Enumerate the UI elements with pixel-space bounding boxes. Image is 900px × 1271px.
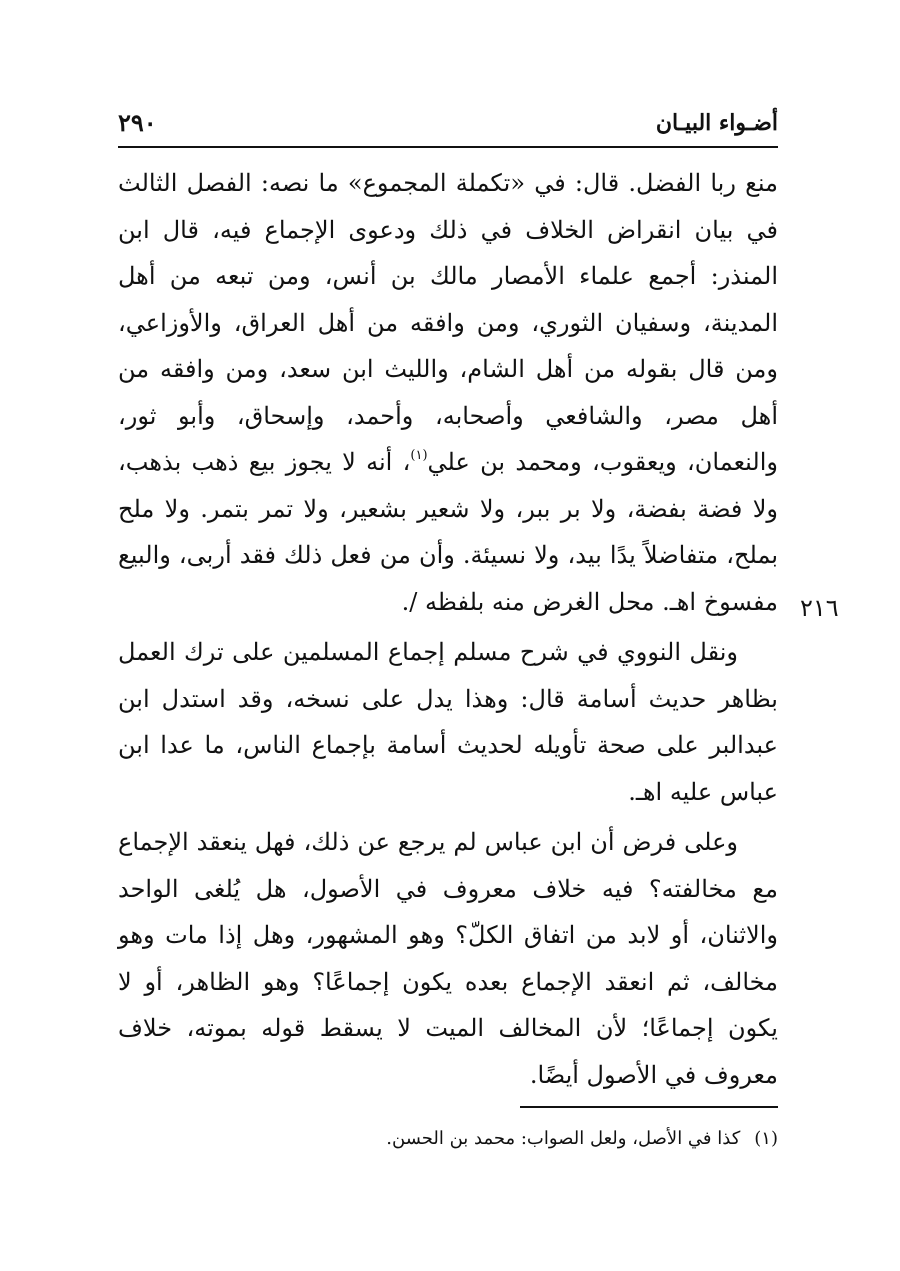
paragraph-3: وعلى فرض أن ابن عباس لم يرجع عن ذلك، فهل ينعقد الإجماع مع مخالفته؟ فيه خلاف معروف في الأصول، هل يُلغى الواحد والاثنان، أو لابد من اتفاق الكلّ؟ وهو المشهور، وهل إذا مات وهو مخالف، ثم انعقد الإجماع بعده يكون إجماعًا؟ وهو الظاهر، أو لا يكون إجماعًا؛ لأن المخالف الميت لا يسقط قوله بموته، خلاف معروف في الأصول أيضًا. bbox=[118, 828, 778, 1089]
paragraph-2: ونقل النووي في شرح مسلم إجماع المسلمين على ترك العمل بظاهر حديث أسامة قال: وهذا يدل على نسخه، وقد استدل ابن عبدالبر على صحة تأويله لحديث أسامة بإجماع الناس، ما عدا ابن عباس عليه اهـ. bbox=[118, 638, 778, 806]
main-text bbox=[118, 160, 778, 1098]
header-divider bbox=[118, 146, 778, 148]
margin-page-note: ٢١٦ bbox=[800, 594, 839, 622]
footnote bbox=[118, 1124, 778, 1154]
running-header bbox=[118, 106, 778, 146]
footnote-reference[interactable]: (١) bbox=[410, 448, 428, 463]
footnote-number: (١) bbox=[754, 1128, 778, 1149]
footnote-text: كذا في الأصل، ولعل الصواب: محمد بن الحسن. bbox=[386, 1128, 741, 1149]
paragraph-1-text-after-ref: ، أنه لا يجوز بيع ذهب بذهب، ولا فضة بفضة، ولا بر ببر، ولا شعير بشعير، ولا تمر بتمر. ولا ملح بملح، متفاضلاً يدًا بيد، ولا نسيئة. وأن من فعل ذلك فقد أربى، والبيع مفسوخ اهـ. محل الغرض منه بلفظه /. bbox=[118, 448, 778, 616]
page-number: ٢٩٠ bbox=[118, 108, 157, 137]
footnote-divider bbox=[520, 1106, 778, 1108]
book-title: أضـواء البيـان bbox=[655, 110, 778, 136]
paragraph-1 bbox=[118, 160, 778, 625]
paragraph-1-text-before-ref: منع ربا الفضل. قال: في «تكملة المجموع» ما نصه: الفصل الثالث في بيان انقراض الخلاف في ذلك ودعوى الإجماع فيه، قال ابن المنذر: أجمع علماء الأمصار مالك بن أنس، ومن تبعه من أهل المدينة، وسفيان الثوري، ومن وافقه من أهل العراق، والأوزاعي، ومن قال بقوله من أهل الشام، والليث ابن سعد، ومن وافقه من أهل مصر، والشافعي وأصحابه، وأحمد، وإسحاق، وأبو ثور، والنعمان، ويعقوب، ومحمد بن علي bbox=[118, 169, 778, 476]
